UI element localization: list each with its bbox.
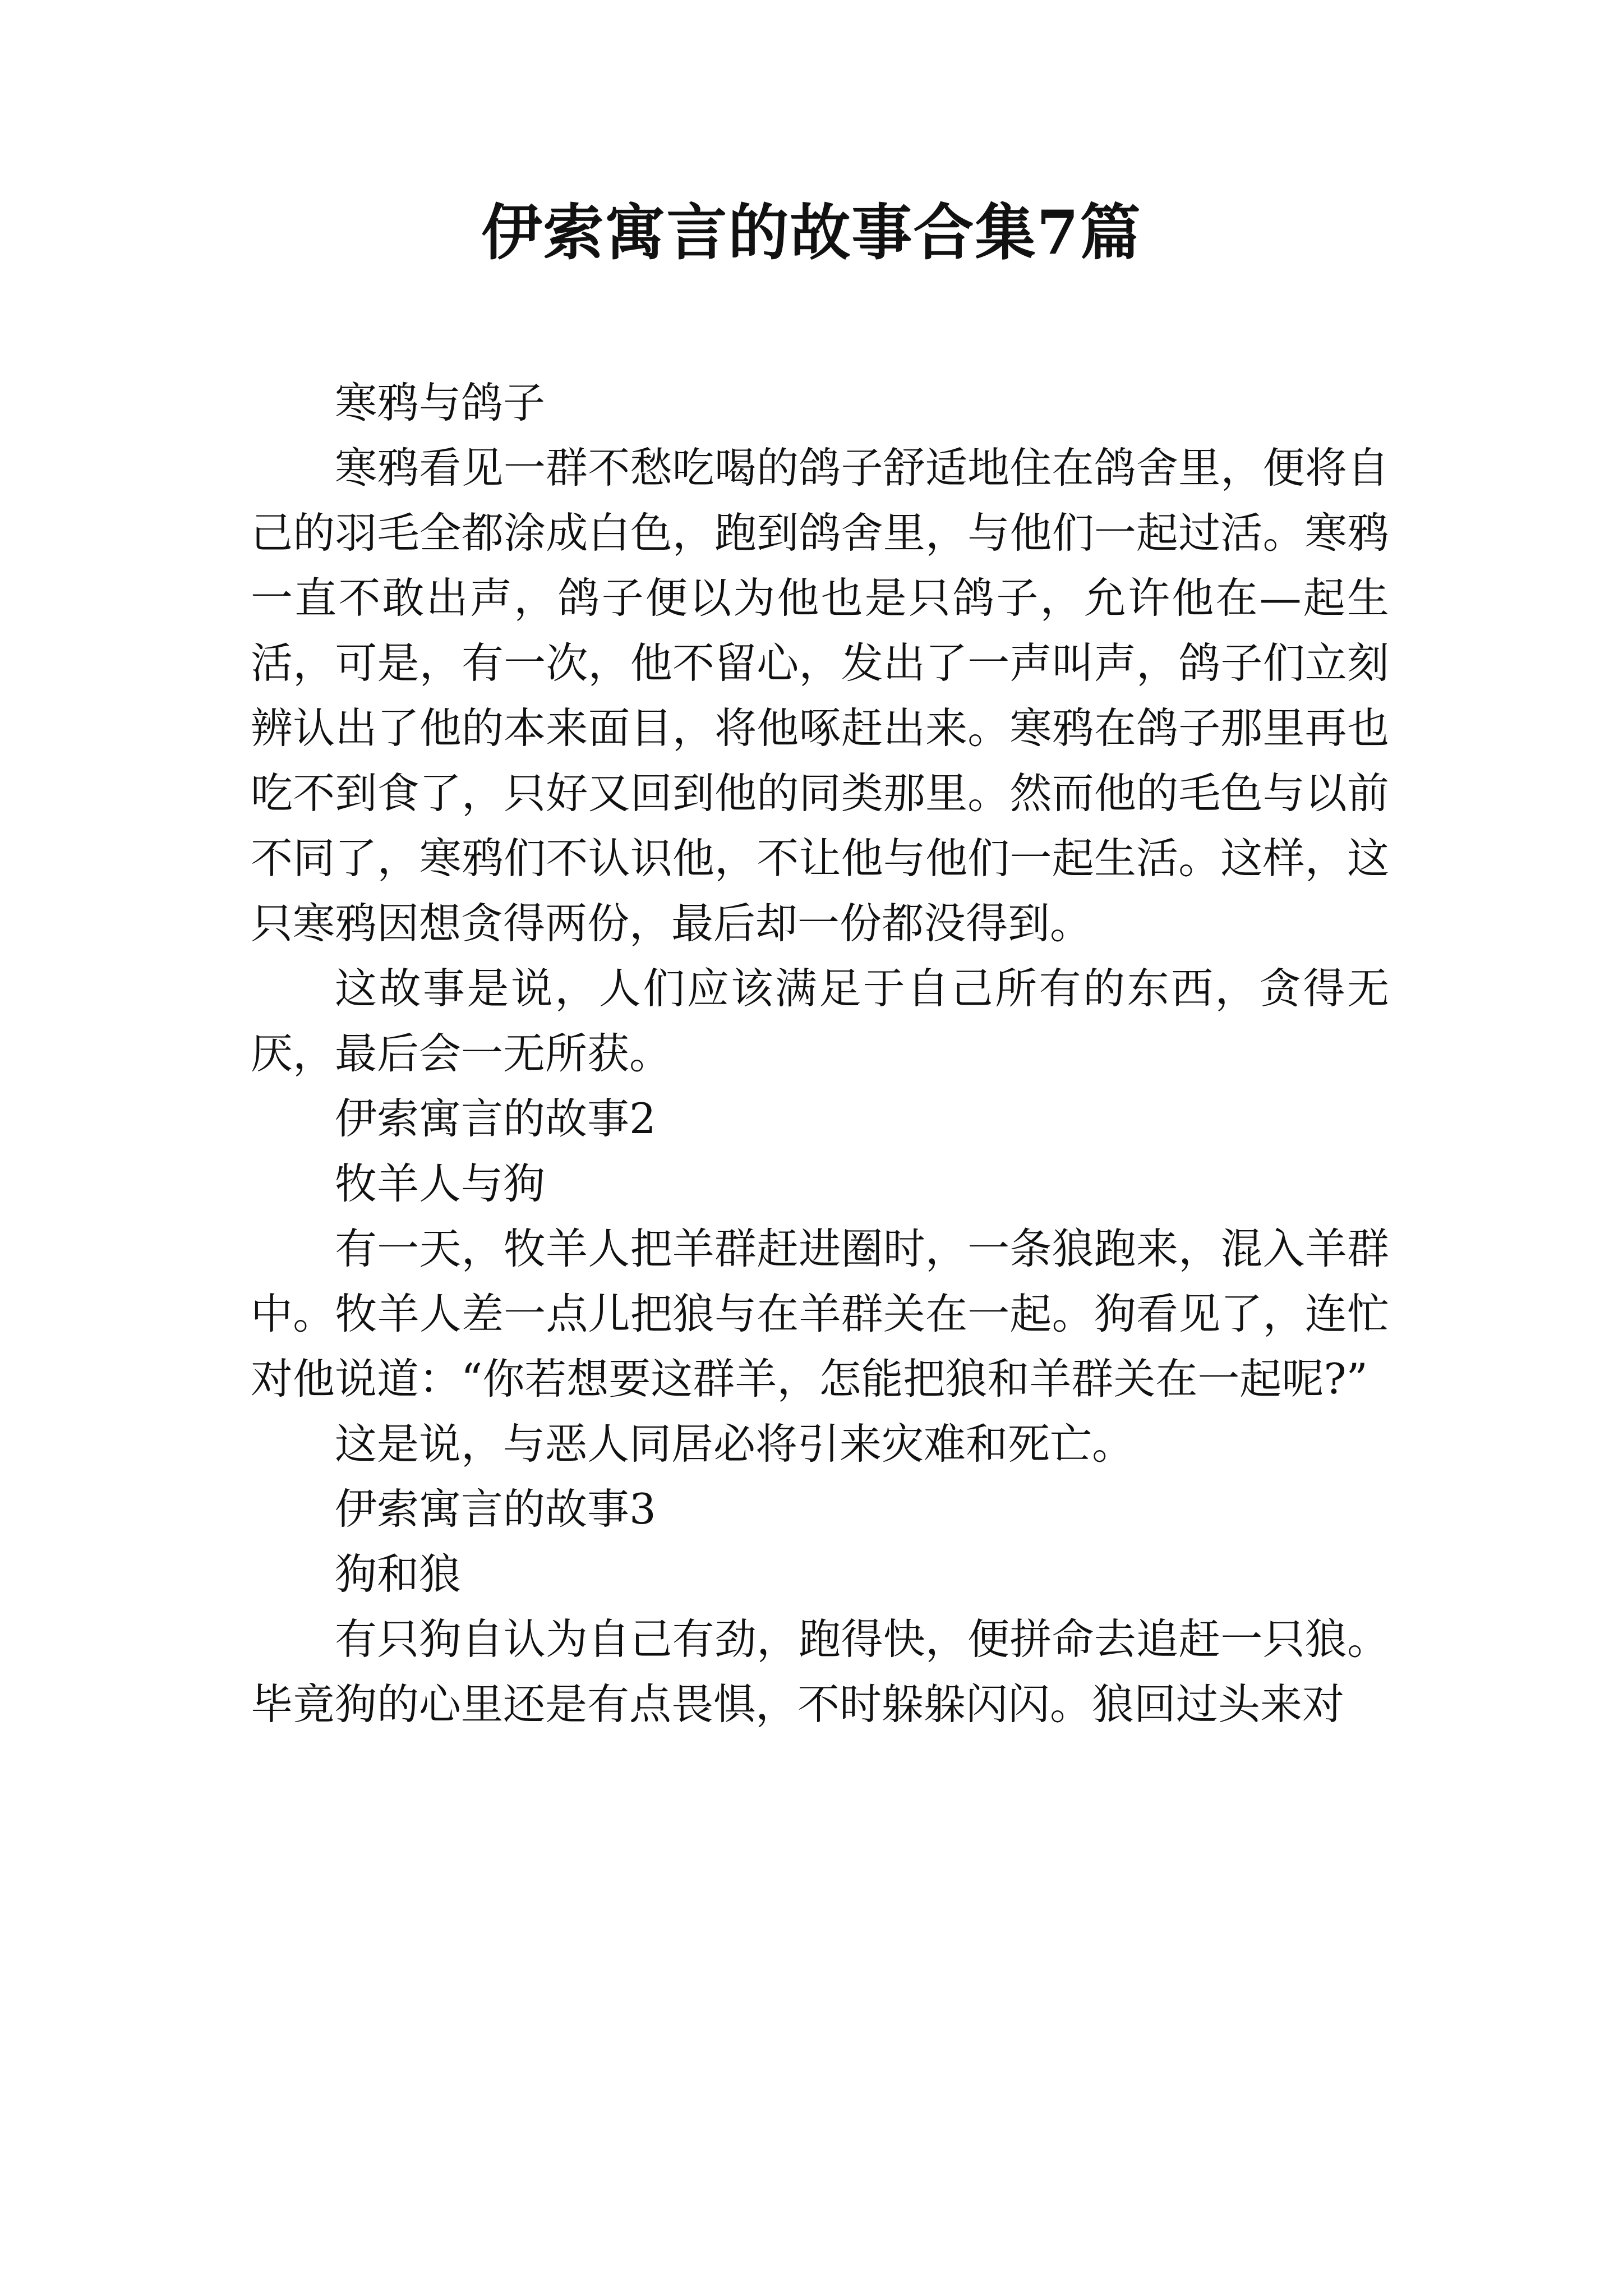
paragraph-story2-text: 有一天，牧羊人把羊群赶进圈时，一条狼跑来，混入羊群中。牧羊人差一点儿把狼与在羊群关在一起。狗看见了，连忙对他说道：“你若想要这群羊，怎能把狼和羊群关在一起呢?”: [251, 1224, 1389, 1404]
paragraph-story1-text: 寒鸦看见一群不愁吃喝的鸽子舒适地住在鸽舍里，便将自己的羽毛全都涂成白色，跑到鸽舍里，与他们一起过活。寒鸦一直不敢出声，鸽子便以为他也是只鸽子，允许他在—起生活，可是，有一次，他不留心，发出了一声叫声，鸽子们立刻辨认出了他的本来面目，将他啄赶出来。寒鸦在鸽子那里再也吃不到食了，只好又回到他的同类那里。然而他的毛色与以前不同了，寒鸦们不认识他，不让他与他们一起生活。这样，这只寒鸦因想贪得两份，最后却一份都没得到。: [251, 443, 1389, 948]
paragraph-story1-moral: 这故事是说，人们应该满足于自己所有的东西，贪得无厌，最后会一无所获。: [251, 964, 1389, 1078]
paragraph-story1-heading: 寒鸦与鸽子: [335, 378, 546, 427]
paragraph-story2-moral: 这是说，与恶人同居必将引来灾难和死亡。: [335, 1419, 1135, 1469]
paragraph-story3-heading: 狗和狼: [335, 1549, 462, 1599]
paragraph-story2-heading: 牧羊人与狗: [335, 1159, 546, 1208]
paragraph-story3-number: 伊索寓言的故事3: [335, 1484, 656, 1534]
document-title: 伊索寓言的故事合集7篇: [481, 197, 1142, 268]
document-body: [251, 370, 1389, 1737]
paragraph-story3-text: 有只狗自认为自己有劲，跑得快，便拼命去追赶一只狼。毕竟狗的心里还是有点畏惧，不时躲躲闪闪。狼回过头来对: [251, 1614, 1389, 1729]
paragraph-story2-number: 伊索寓言的故事2: [335, 1094, 656, 1143]
